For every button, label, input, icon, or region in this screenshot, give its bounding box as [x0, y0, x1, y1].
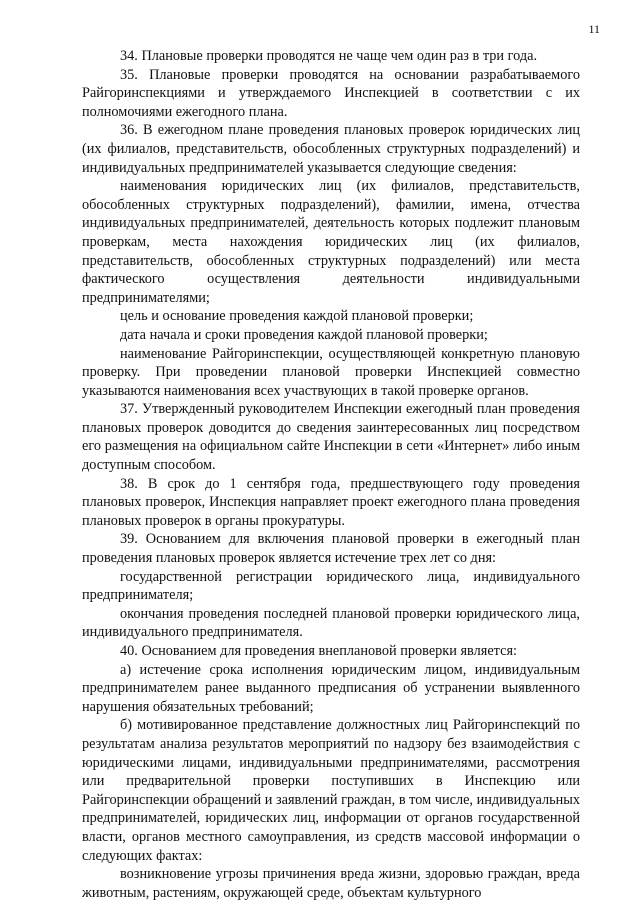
paragraph-39-item-registration: государственной регистрации юридического лица, индивидуального предпринимателя;	[82, 568, 580, 604]
paragraph-38: 38. В срок до 1 сентября года, предшествующего году проведения плановых проверок, Инспекция направляет проект ежегодного плана проведения плановых проверок в органы прокуратуры.	[82, 475, 580, 529]
paragraph-39: 39. Основанием для включения плановой проверки в ежегодный план проведения плановых проверок является истечение трех лет со дня:	[82, 531, 580, 567]
paragraph-36-item-names: наименования юридических лиц (их филиалов, представительств, обособленных структурных подразделений), фамилии, имена, отчества индивидуальных предпринимателей, деятельность которых подлежит плановым проверкам, места нахождения юридических лиц (их филиалов, представительств, обособленных структурных подразделений) или места фактического осуществления деятельности индивидуальными предпринимателями;	[82, 178, 580, 306]
paragraph-37: 37. Утвержденный руководителем Инспекции ежегодный план проведения плановых проверок доводится до сведения заинтересованных лиц посредством его размещения на официальном сайте Инспекции в сети «Интернет» либо иным доступным способом.	[82, 401, 580, 474]
paragraph-35: 35. Плановые проверки проводятся на основании разрабатываемого Райгоринспекциями и утверждаемого Инспекцией в соответствии с их полномочиями ежегодного плана.	[82, 66, 580, 120]
paragraph-40-item-a: а) истечение срока исполнения юридическим лицом, индивидуальным предпринимателем ранее выданного предписания об устранении выявленного нарушения обязательных требований;	[82, 661, 580, 715]
paragraph-40: 40. Основанием для проведения внеплановой проверки является:	[120, 643, 517, 659]
paragraph-40-item-threat: возникновение угрозы причинения вреда жизни, здоровью граждан, вреда животным, растениям, окружающей среде, объектам культурного	[82, 866, 580, 901]
paragraph-34: 34. Плановые проверки проводятся не чаще чем один раз в три года.	[120, 48, 538, 64]
document-body	[82, 47, 580, 902]
page-number: 11	[588, 22, 600, 36]
paragraph-40-item-b: б) мотивированное представление должностных лиц Райгоринспекций по результатам анализа результатов мероприятий по надзору без взаимодействия с юридическими лицами, индивидуальными предпринимателями, рассмотрения или предварительной проверки поступивших в Инспекцию или Райгоринспекции обращений и заявлений граждан, в том числе, индивидуальных предпринимателей, юридических лиц, информации от органов государственной власти, органов местного самоуправления, из средств массовой информации о следующих фактах:	[82, 717, 580, 864]
paragraph-36-item-inspectorate: наименование Райгоринспекции, осуществляющей конкретную плановую проверку. При проведении плановой проверки Инспекцией совместно указываются наименования всех участвующих в такой проверке органов.	[82, 345, 580, 399]
paragraph-36-item-dates: дата начала и сроки проведения каждой плановой проверки;	[120, 326, 488, 343]
paragraph-36-item-purpose: цель и основание проведения каждой плановой проверки;	[120, 308, 474, 325]
paragraph-36: 36. В ежегодном плане проведения плановых проверок юридических лиц (их филиалов, представительств, обособленных структурных подразделений) и индивидуальных предпринимателей указывается следующие сведения:	[82, 122, 580, 176]
paragraph-39-item-last-inspection: окончания проведения последней плановой проверки юридического лица, индивидуального предпринимателя.	[82, 605, 580, 641]
